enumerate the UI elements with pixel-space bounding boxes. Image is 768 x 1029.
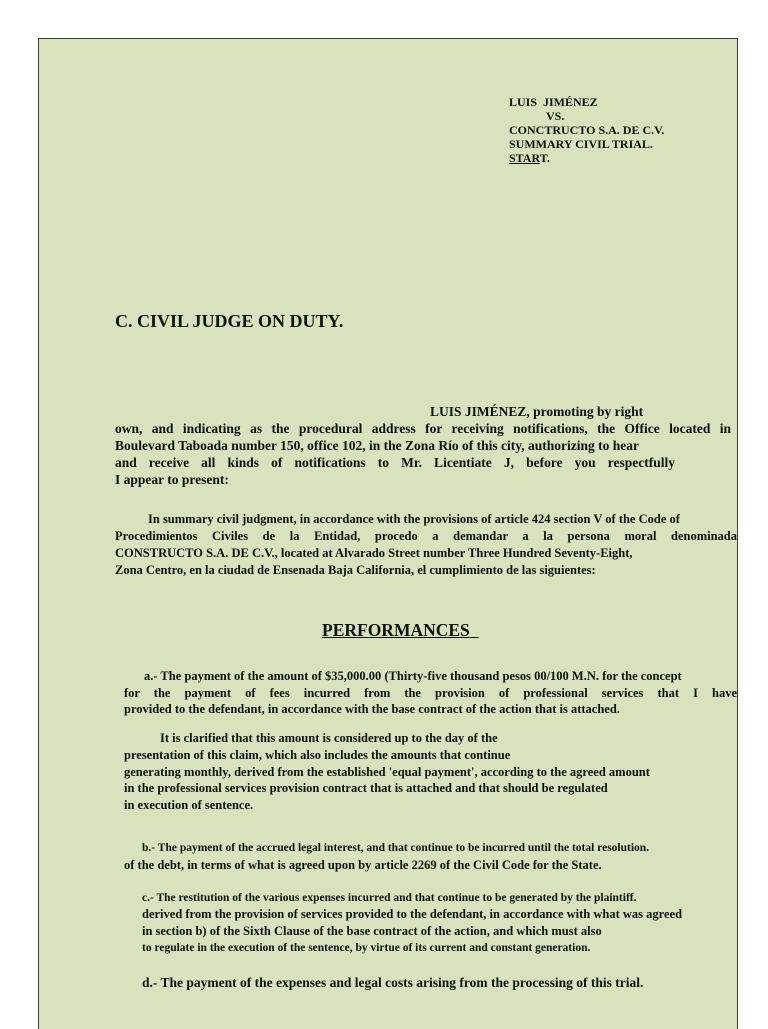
claim-line-1: In summary civil judgment, in accordance with the provisions of article 424 section V of the Code of xyxy=(148,512,680,526)
caption-plaintiff: LUIS JIMÉNEZ xyxy=(509,95,598,109)
item-d: d.- The payment of the expenses and legal costs arising from the processing of this trial. xyxy=(142,975,644,990)
item-c-line-2: derived from the provision of services provided to the defendant, in accordance with what was agreed xyxy=(142,907,683,921)
case-caption xyxy=(509,95,664,165)
caption-trial-type: SUMMARY CIVIL TRIAL. xyxy=(509,137,653,151)
claim-line-4: Zona Centro, en la ciudad de Ensenada Baja California, el cumplimiento de las siguientes: xyxy=(115,563,596,577)
intro-line-5: I appear to present: xyxy=(115,472,229,487)
intro-line-4: and receive all kinds of notifications to Mr. Licentiate J, before you respectfully xyxy=(115,455,675,470)
item-c-line-3: in section b) of the Sixth Clause of the base contract of the action, and which must also xyxy=(142,924,602,938)
intro-line-2: own, and indicating as the procedural address for receiving notifications, the Office located in xyxy=(115,421,731,436)
caption-defendant: CONCTRUCTO S.A. DE C.V. xyxy=(509,123,665,137)
item-a-line-1: a.- The payment of the amount of $35,000.00 (Thirty-five thousand pesos 00/100 M.N. for the concept xyxy=(144,669,682,683)
item-b-line-2: of the debt, in terms of what is agreed upon by article 2269 of the Civil Code for the State. xyxy=(124,858,602,872)
caption-start-rest: T. xyxy=(539,151,550,165)
clarification-line-4: in the professional services provision contract that is attached and that should be regulated xyxy=(124,781,608,795)
performances-title-text: PERFORMANCES xyxy=(322,620,470,640)
addressee-heading: C. CIVIL JUDGE ON DUTY. xyxy=(115,311,344,331)
item-a-line-3: provided to the defendant, in accordance with the base contract of the action that is attached. xyxy=(124,702,620,716)
document-page xyxy=(38,38,738,1029)
clarification-line-3: generating monthly, derived from the established 'equal payment', according to the agreed amount xyxy=(124,765,650,779)
clarification-line-1: It is clarified that this amount is considered up to the day of the xyxy=(160,731,498,745)
item-b-line-1: b.- The payment of the accrued legal interest, and that continue to be incurred until the total resolution. xyxy=(142,842,650,854)
claim-line-3: CONSTRUCTO S.A. DE C.V., located at Alvarado Street number Three Hundred Seventy-Eight, xyxy=(115,546,633,560)
caption-versus: VS. xyxy=(546,109,565,123)
intro-line-3: Boulevard Taboada number 150, office 102, in the Zona Río of this city, authorizing to hear xyxy=(115,438,640,453)
claim-line-2: Procedimientos Civiles de la Entidad, procedo a demandar a la persona moral denominada xyxy=(115,529,737,543)
clarification-line-5: in execution of sentence. xyxy=(124,798,254,812)
clarification-line-2: presentation of this claim, which also includes the amounts that continue xyxy=(124,748,511,762)
item-c-line-4: to regulate in the execution of the sentence, by virtue of its current and constant generation. xyxy=(142,942,591,954)
item-c-line-1: c.- The restitution of the various expenses incurred and that continue to be generated by the plaintiff. xyxy=(142,892,637,904)
intro-line-1: LUIS JIMÉNEZ, promoting by right xyxy=(430,404,644,419)
caption-start-underlined: STAR xyxy=(509,151,540,165)
caption-start xyxy=(509,151,664,165)
item-a-line-2: for the payment of fees incurred from the provision of professional services that I have xyxy=(124,686,737,700)
performances-title xyxy=(322,620,479,641)
